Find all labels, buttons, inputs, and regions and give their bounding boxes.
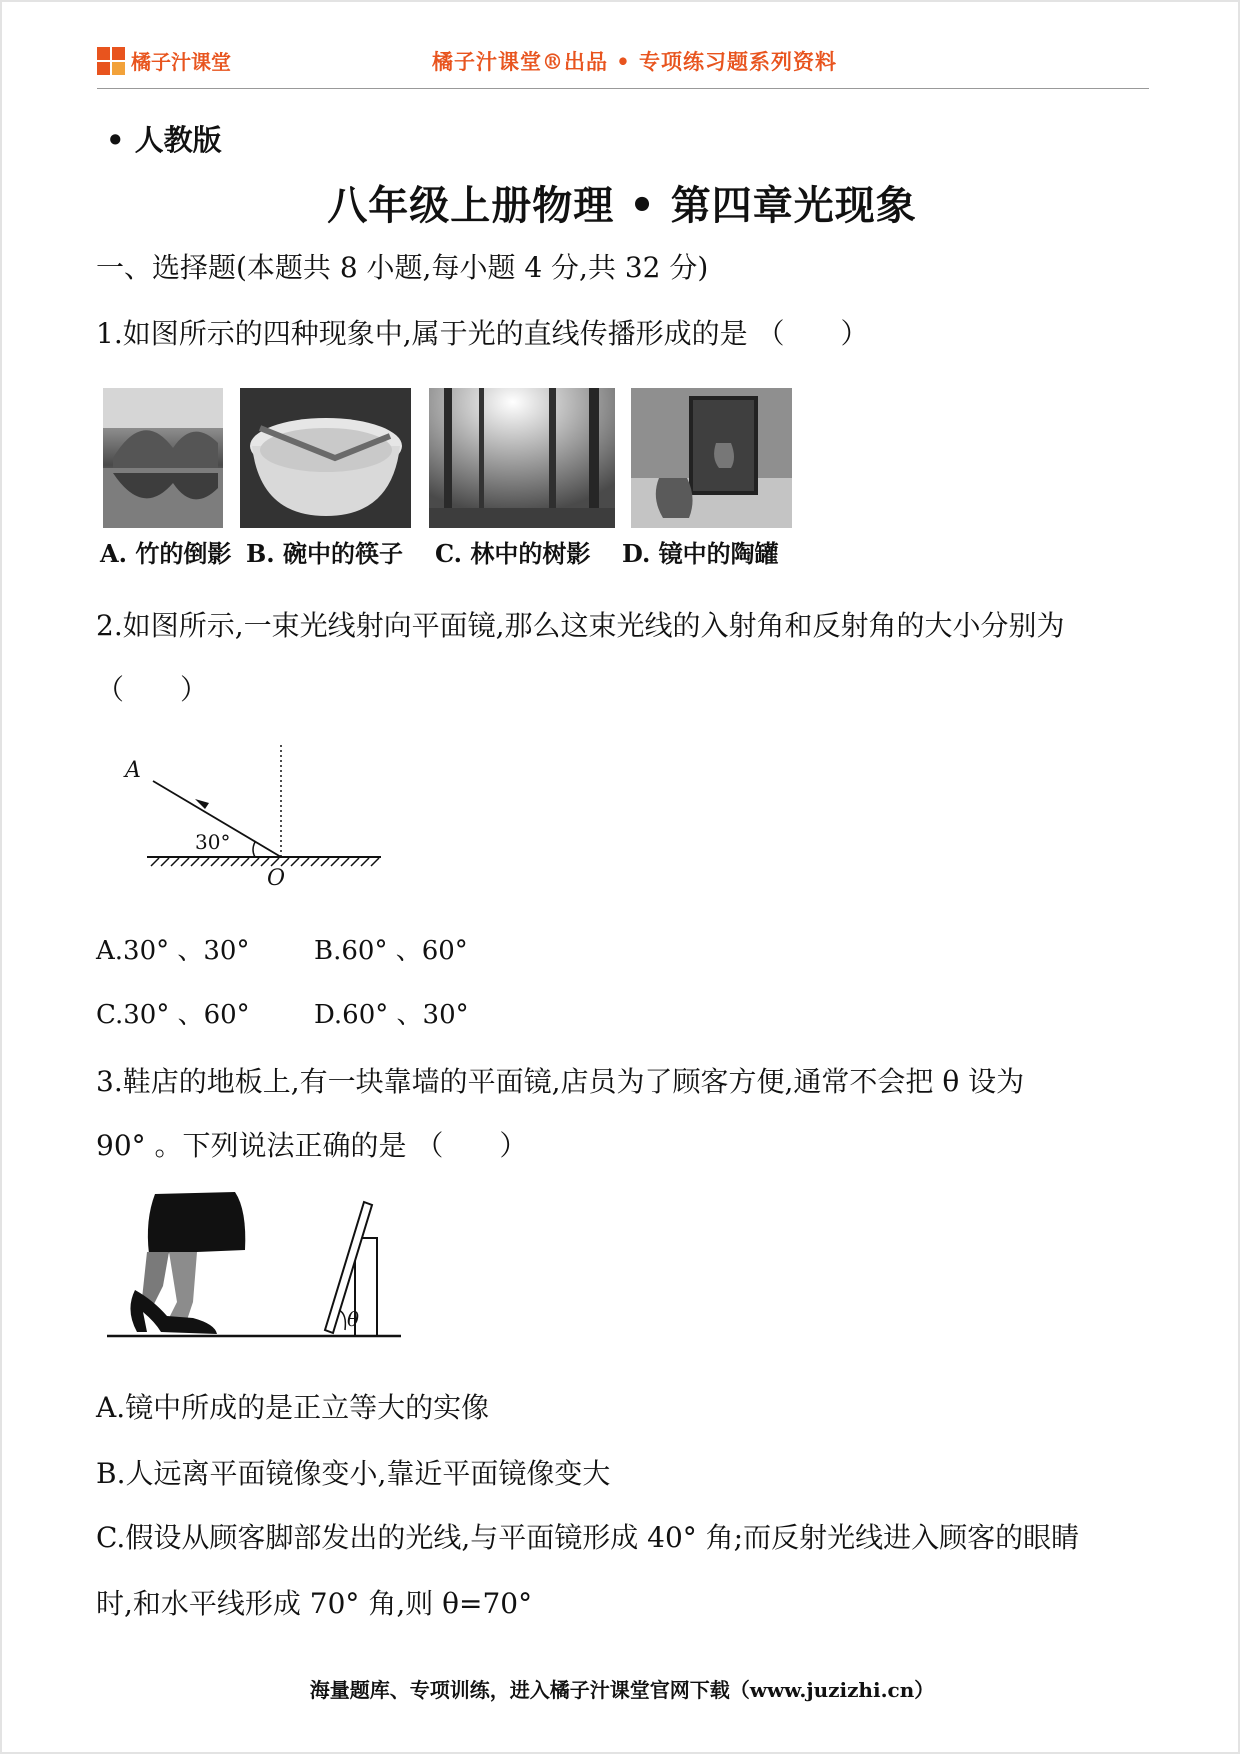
photo-bowl-chopsticks [240,388,411,528]
q2-option-c: C.30° 、60° [96,1000,250,1030]
question-3-stem-line2: 90° 。下列说法正确的是 （ ） [96,1129,528,1162]
q2-options-row2 [96,994,469,1031]
label-a: A [125,758,141,783]
q3-option-a: A.镜中所成的是正立等大的实像 [96,1391,490,1424]
photo-mirror-jar [631,388,792,528]
q2-options-row1 [96,930,468,967]
page-header [97,40,1149,89]
section-heading: 一、选择题(本题共 8 小题,每小题 4 分,共 32 分) [96,251,709,284]
header-title: 橘子汁课堂®出品 • 专项练习题系列资料 [432,49,838,74]
q1-caption-c: C. 林中的树影 [435,539,591,568]
q3-option-b: B.人远离平面镜像变小,靠近平面镜像变大 [96,1457,611,1490]
document-title: 八年级上册物理 • 第四章光现象 [327,182,917,229]
label-o: O [267,866,286,891]
q3-shoe-mirror-figure [107,1190,407,1340]
q3-option-c-line2: 时,和水平线形成 70° 角,则 θ=70° [96,1587,533,1620]
question-2-stem-line1: 2.如图所示,一束光线射向平面镜,那么这束光线的入射角和反射角的大小分别为 [96,609,1065,642]
page-footer: 海量题库、专项训练，进入橘子汁课堂官网下载（www.juzizhi.cn） [309,1678,935,1702]
label-theta: θ [347,1307,360,1331]
label-angle-30: 30° [195,830,231,854]
q2-reflection-figure [125,737,387,892]
q1-caption-a: A. 竹的倒影 [100,539,232,568]
q2-option-a: A.30° 、30° [96,936,250,966]
edition-label: • 人教版 [106,123,222,157]
q3-option-c-line1: C.假设从顾客脚部发出的光线,与平面镜形成 40° 角;而反射光线进入顾客的眼睛 [96,1521,1080,1554]
q2-option-d: D.60° 、30° [314,1000,469,1030]
q1-caption-d: D. 镜中的陶罐 [622,539,779,568]
photo-forest-shadow [429,388,615,528]
question-3-stem-line1: 3.鞋店的地板上,有一块靠墙的平面镜,店员为了顾客方便,通常不会把 θ 设为 [96,1065,1025,1098]
photo-bamboo-reflection [103,388,223,528]
q2-option-b: B.60° 、60° [314,936,468,966]
question-2-stem-line2: （ ） [96,673,209,706]
logo-text: 橘子汁课堂 [131,50,231,74]
brand-logo [97,46,231,75]
q1-caption-b: B. 碗中的筷子 [246,539,403,568]
question-1-stem: 1.如图所示的四种现象中,属于光的直线传播形成的是 （ ） [96,317,869,350]
logo-mark-icon [97,47,125,75]
